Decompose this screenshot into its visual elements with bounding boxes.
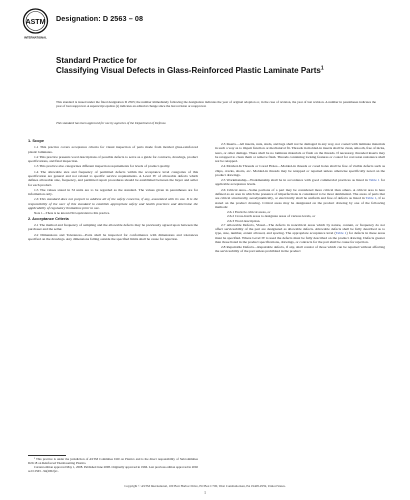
paragraph-2-7 xyxy=(215,223,385,244)
title-block xyxy=(56,56,386,76)
paragraph-2-3: 2.3 Inserts—All inserts, nuts, studs, and lugs shall not be damaged in any way, nor coated with laminate materials in such a way as to impair function or mechanical fit. Threads in molded-in inserts shall be clean, smooth, free of nicks, tears, or other damage. There shall be no laminate materials or flash on the threads. If necessary, threaded inserts may be retapped to clean them or remove flash. Threads containing locking features or coated for corrosion resistance shall not be retapped. xyxy=(215,142,385,163)
paragraph-2-6-1: 2.6.1 Encircle critical areas, or xyxy=(227,210,271,215)
paragraph-1-4: 1.4 The allowable size and frequency of permitted defects within the acceptance level categories of this specification are general and not related to specific service requirements. A Level IV of allowable defects which defines allowable size, frequency, and permitted repair procedures should be established between the buyer and seller for each product. xyxy=(28,169,198,187)
paragraph-2-4: 2.4 Molded-In Threads or Cored Holes—Molded-in threads or cored holes shall be free of visible defects such as chips, cracks, shorts, etc. Molded-in threads may be retapped or repaired unless otherwise specifically noted on the product drawings. xyxy=(215,164,385,177)
dod-notice: This standard has been approved for use by agencies of the Department of Defense. xyxy=(56,121,167,125)
paragraph-2-6 xyxy=(215,188,385,209)
paragraph-1-5: 1.5 The values stated in SI units are to be regarded as the standard. The values given in parentheses are for information only. xyxy=(28,187,198,197)
paragraph-2-6-tail: , if so stated on the product drawing. Critical areas may be designated on the product drawing by one of the following methods: xyxy=(215,196,385,209)
footnote-edition: Current edition approved May 1, 2008. Published June 2008. Originally approved in 1966. Last previous edition approved in 2002 as D 2563 - 94(2002)ε1. xyxy=(28,465,198,474)
left-column xyxy=(28,138,198,242)
paragraph-1-1: 1.1 This practice covers acceptance criteria for visual inspection of parts made from molded glass-reinforced plastic laminates. xyxy=(28,145,198,154)
paragraph-1-6: 1.6 This standard does not purport to address all of the safety concerns, if any, associated with its use. It is the responsibility of the user of this standard to establish appropriate safety and health practices and determine the applicability of regulatory limitations prior to use. xyxy=(28,197,198,210)
paragraph-1-3: 1.3 This practice also categorizes different inspection requirements for levels of product quality. xyxy=(34,164,171,169)
title-prefix: Standard Practice for xyxy=(56,56,137,65)
note-1: Note 1—There is no known ISO equivalent to this practice. xyxy=(34,211,110,216)
paragraph-2-7-tail: ) for defects in these areas must be specified. Where Level IV is used the defects must be fully described on the product drawing. Defects greater than those listed in the product specifications, drawings, or contracts for the part shall be cause for rejection. xyxy=(215,231,386,244)
section-heading-acceptance: 2. Acceptance Criteria xyxy=(28,215,69,221)
paragraph-2-5-tail: for applicable acceptance levels. xyxy=(215,178,385,187)
right-column xyxy=(215,142,385,255)
footnote-divider xyxy=(28,455,66,456)
paragraph-2-6-3: 2.6.3 Word description. xyxy=(227,218,261,223)
table-1-link[interactable]: Table 1 xyxy=(368,178,380,183)
designation-notice: This standard is issued under the fixed designation D 2563; the number immediately following the designation indicates the year of original adoption or, in the case of revision, the year of last revision. A number in parentheses indicates the year of last reapproval. A superscript epsilon (ε) indicates an editorial change since the last revision or reapproval. xyxy=(56,100,376,109)
logo-caption: INTERNATIONAL xyxy=(24,35,47,40)
paragraph-2-8: 2.8 Repairable Defects—Repairable defects, if any, shall consist of those which can be repaired without affecting the serviceability of the part unless prohibited in the product xyxy=(215,245,385,254)
table-1-link[interactable]: Table 1 xyxy=(335,231,347,236)
footnote-1: ¹ This practice is under the jurisdiction of ASTM Committee D20 on Plastics and is the direct responsibility of Subcommittee D20.18 on Reinforced Thermosetting Plastics. xyxy=(28,457,198,465)
svg-text:ASTM: ASTM xyxy=(25,19,46,26)
paragraph-2-5 xyxy=(215,178,385,187)
document-title xyxy=(56,66,386,76)
title-text: Classifying Visual Defects in Glass-Reinforced Plastic Laminate Parts xyxy=(56,66,321,75)
astm-logo xyxy=(22,8,49,40)
table-1-link[interactable]: Table 1 xyxy=(365,196,377,201)
paragraph-1-2: 1.2 This practice presents word descriptions of possible defects to serve as a guide for contracts, drawings, product specifications, and final inspection. xyxy=(28,154,198,164)
title-footnote-mark: 1 xyxy=(320,65,324,72)
paragraph-2-6-text: 2.6 Critical Area—Some portions of a part may be considered more critical than others. A critical area is here defined as an area in which the presence of imperfections is considered to be most detrimental. The areas of parts that are critical structurally, aerodynamically, or electrically shall be uniform and free of defects as listed in xyxy=(215,187,385,201)
footnotes xyxy=(28,458,198,475)
paragraph-2-2: 2.2 Dimensions and Tolerances—Parts shall be inspected for conformance with dimensions and tolerances specified on the drawings. Any dimensions falling outside the specified limits shall be cause for rejection. xyxy=(28,232,198,241)
paragraph-2-5-text: 2.5 Workmanship—Workmanship shall be in accordance with good commercial practices as listed in xyxy=(221,178,369,183)
copyright-footer: Copyright © ASTM International, 100 Barr Harbor Drive, PO Box C700, West Conshohocken, PA 19428-2959, United States. xyxy=(124,484,286,488)
paragraph-2-6-2: 2.6.2 Cross-hatch areas to designate areas of various levels, or xyxy=(227,214,316,219)
paragraph-2-1: 2.1 The method and frequency of sampling and the allowable defects may be previously agreed upon between the purchaser and the seller. xyxy=(28,222,198,232)
designation: Designation: D 2563 – 08 xyxy=(56,14,144,23)
page-number: 1 xyxy=(204,491,206,495)
section-heading-scope: 1. Scope xyxy=(28,138,45,143)
paragraph-2-7-text: 2.7 Allowable Defects, Visual—The defects in noncritical areas which by nature, content, or frequency do not affect serviceability of the part are designated as allowable defects. Allowable defects shall be fully described as to type, size, number, extent allowed, and spacing. The appropriate acceptance level ( xyxy=(215,222,385,236)
